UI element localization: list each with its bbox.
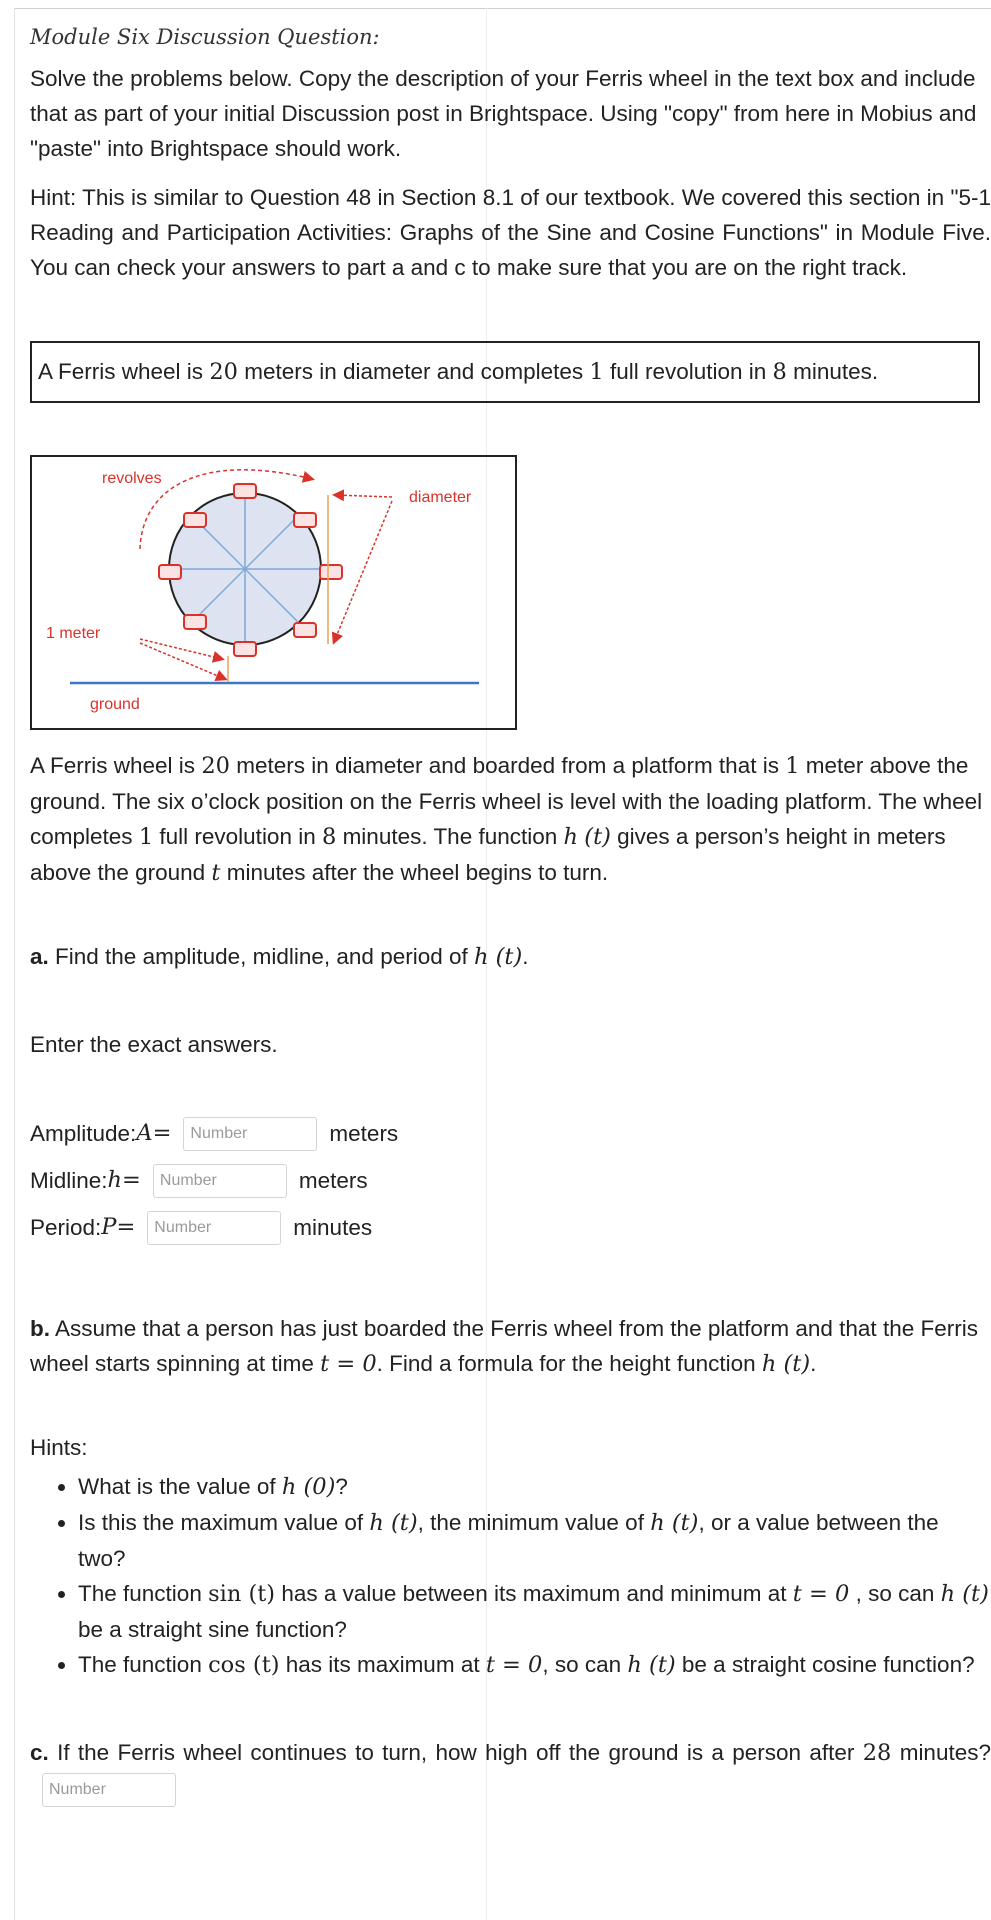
page-title: Module Six Discussion Question: [30,25,380,49]
revolves-label: revolves [102,470,162,487]
hint-item: • The function sin (t) has a value between its maximum and minimum at t = 0 , so can h (t) be a straight sine function? [78,1576,991,1647]
hint-item: • What is the value of h (0)? [78,1469,991,1505]
midline-input[interactable] [153,1164,287,1198]
one-meter-arrow-bottom [140,643,225,679]
problem-description: A Ferris wheel is 20 meters in diameter and boarded from a platform that is 1 meter above the ground. The six o’clock position on the Ferris wheel is level with the loading platform. The wheel completes 1 full revolution in 8 minutes. The function h (t) gives a person’s height in meters above the ground t minutes after the wheel begins to turn. [30,753,983,886]
part-c-question: c. If the Ferris wheel continues to turn, how high off the ground is a person after 28 minutes?Number [30,1735,991,1807]
one-meter-arrow-top [140,639,222,659]
amplitude-input[interactable] [183,1117,317,1151]
part-c-input[interactable] [42,1773,176,1807]
hint-paragraph: Hint: This is similar to Question 48 in Section 8.1 of our textbook. We covered this section in "5-1 Reading and Participation Activities: Graphs of the Sine and Cosine Functions" in Module Five. You can check your answers to part a and c to make sure that you are on the right track. [30,185,991,280]
midline-row: Midline: h = Number meters [30,1157,991,1204]
top-divider [14,8,991,9]
period-input[interactable] [147,1211,281,1245]
diameter-label: diameter [409,489,472,506]
ferris-wheel-illustration [32,457,515,728]
diameter-arrow-top [335,495,392,497]
ground-label: ground [90,696,140,713]
amplitude-row: Amplitude: A = Number meters [30,1110,991,1157]
left-divider [14,8,15,1920]
part-b-question: b. Assume that a person has just boarded the Ferris wheel from the platform and that the Ferris wheel starts spinning at time t = 0. Find a formula for the height function h (t). [30,1316,978,1377]
ferris-wheel-statement-box[interactable]: A Ferris wheel is 20 meters in diameter and completes 1 full revolution in 8 minutes. [30,341,980,403]
ferris-wheel-diagram [30,455,517,730]
part-a-question: a. Find the amplitude, midline, and period of h (t). [30,944,529,970]
question-content [30,20,991,1821]
hints-list [30,1469,991,1683]
hints-title: Hints: [30,1435,88,1460]
period-row: Period: P = Number minutes [30,1204,991,1251]
hint-item: • The function cos (t) has its maximum at t = 0, so can h (t) be a straight cosine function? [78,1647,991,1683]
intro-paragraph: Solve the problems below. Copy the description of your Ferris wheel in the text box and include that as part of your initial Discussion post in Brightspace. Using "copy" from here in Mobius and "paste" into Brightspace should work. [30,66,977,161]
hint-item: • Is this the maximum value of h (t), the minimum value of h (t), or a value between the two? [78,1505,991,1576]
one-meter-label: 1 meter [46,625,101,642]
part-a-instruction: Enter the exact answers. [30,1032,278,1057]
